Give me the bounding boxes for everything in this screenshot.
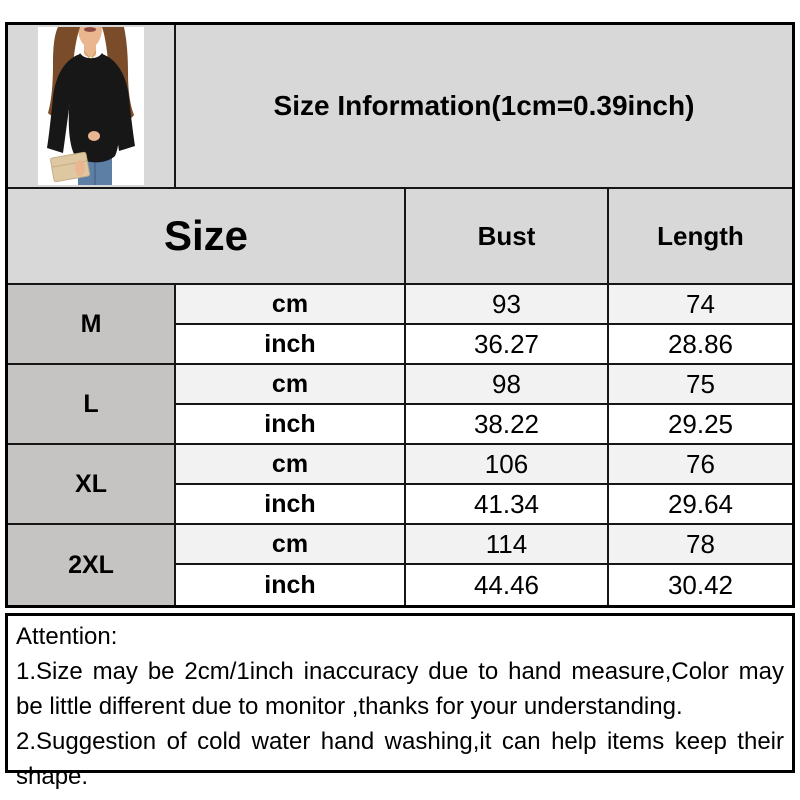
length-cm-value: 75 xyxy=(609,365,792,405)
bust-inch-value: 36.27 xyxy=(406,325,609,365)
bust-inch-value: 38.22 xyxy=(406,405,609,445)
bust-cm-value: 106 xyxy=(406,445,609,485)
bust-cm-value: 98 xyxy=(406,365,609,405)
unit-label-cm: cm xyxy=(176,365,406,405)
size-label-2xl: 2XL xyxy=(8,525,176,605)
length-inch-value: 30.42 xyxy=(609,565,792,605)
bust-column-header: Bust xyxy=(406,189,609,285)
length-column-header: Length xyxy=(609,189,792,285)
unit-label-inch: inch xyxy=(176,325,406,365)
size-label-l: L xyxy=(8,365,176,445)
unit-label-cm: cm xyxy=(176,445,406,485)
length-cm-value: 74 xyxy=(609,285,792,325)
bust-cm-value: 114 xyxy=(406,525,609,565)
length-cm-value: 78 xyxy=(609,525,792,565)
product-photo-cell xyxy=(8,25,176,189)
length-inch-value: 29.25 xyxy=(609,405,792,445)
attention-note-1: 1.Size may be 2cm/1inch inaccuracy due to hand measure,Color may be little different due to monitor ,thanks for your understanding. xyxy=(16,658,784,720)
size-column-header: Size xyxy=(8,189,406,285)
size-table xyxy=(5,22,795,608)
size-info-title: Size Information(1cm=0.39inch) xyxy=(176,25,792,189)
size-label-xl: XL xyxy=(8,445,176,525)
unit-label-inch: inch xyxy=(176,405,406,445)
attention-note-2: 2.Suggestion of cold water hand washing,it can help items keep their shape. xyxy=(16,728,784,790)
unit-label-cm: cm xyxy=(176,525,406,565)
bust-cm-value: 93 xyxy=(406,285,609,325)
unit-label-cm: cm xyxy=(176,285,406,325)
unit-label-inch: inch xyxy=(176,565,406,605)
attention-heading: Attention: xyxy=(16,623,118,650)
length-inch-value: 29.64 xyxy=(609,485,792,525)
product-photo-illustration xyxy=(38,27,144,185)
length-cm-value: 76 xyxy=(609,445,792,485)
bust-inch-value: 44.46 xyxy=(406,565,609,605)
size-label-m: M xyxy=(8,285,176,365)
unit-label-inch: inch xyxy=(176,485,406,525)
bust-inch-value: 41.34 xyxy=(406,485,609,525)
length-inch-value: 28.86 xyxy=(609,325,792,365)
attention-box xyxy=(5,613,795,790)
